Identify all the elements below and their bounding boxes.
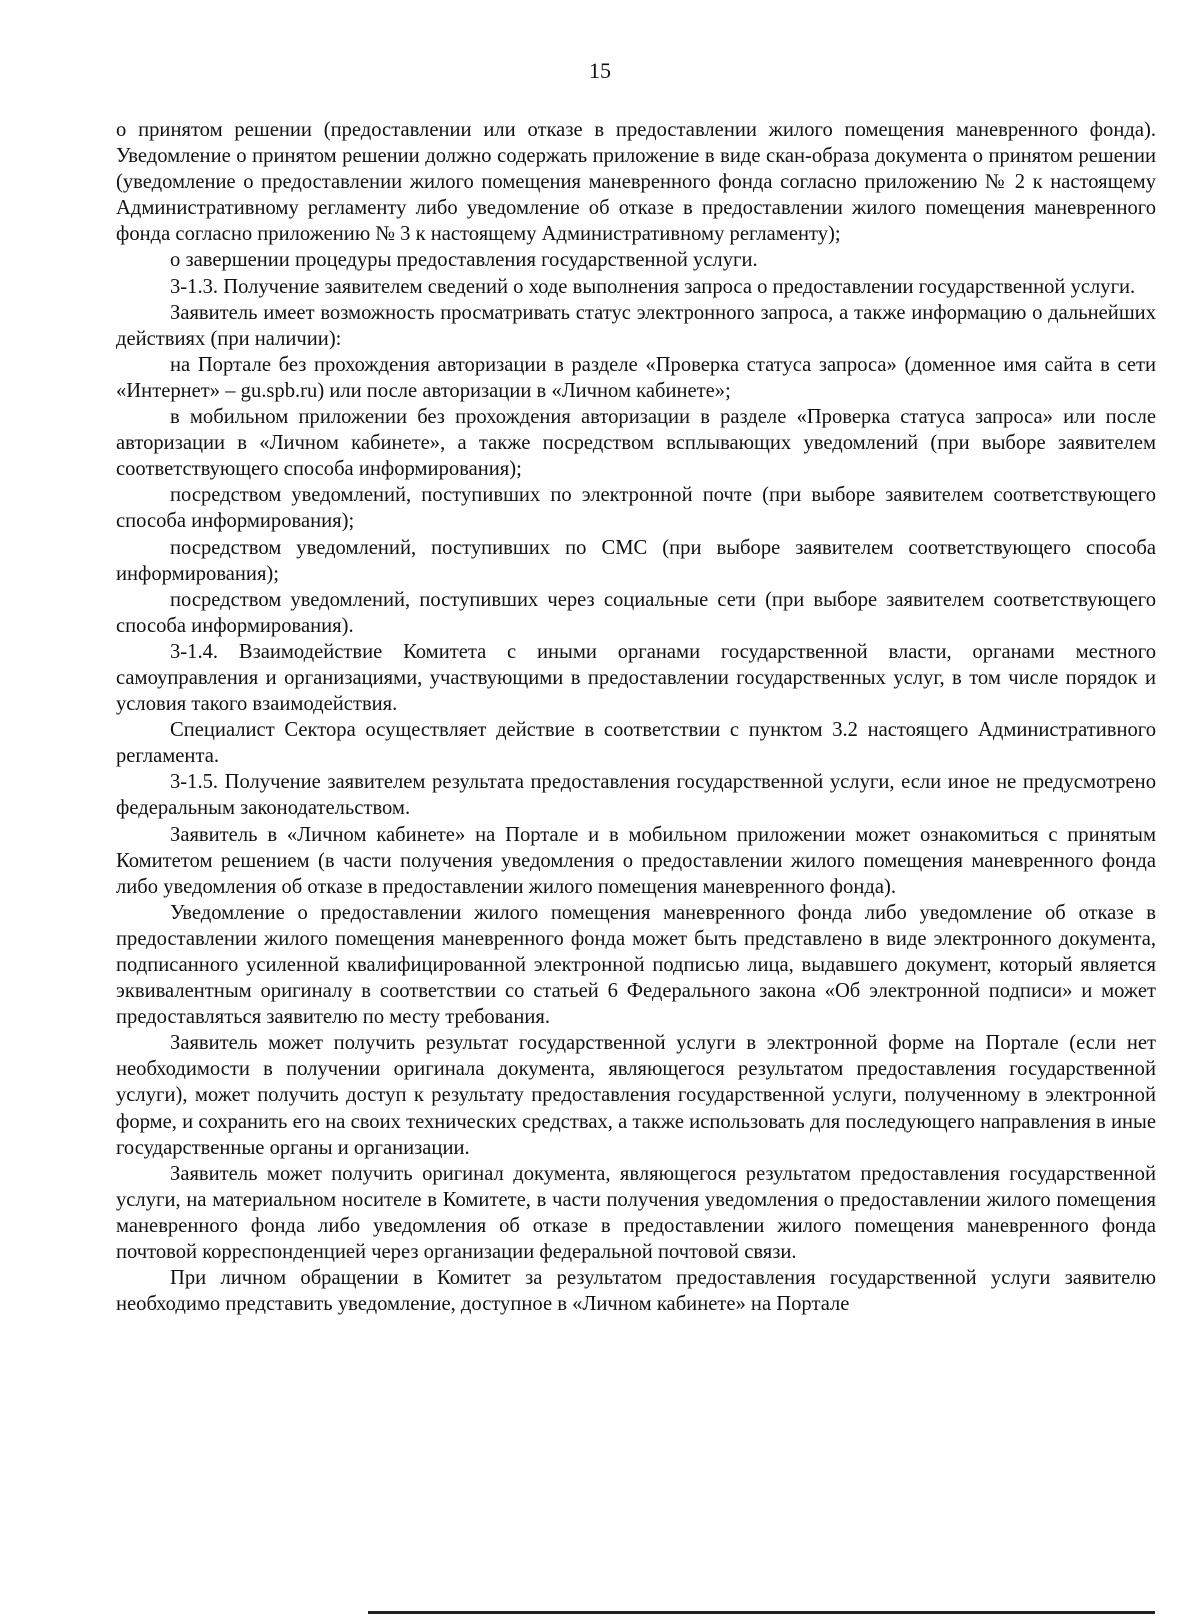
paragraph-sms-notice: посредством уведомлений, поступивших по СМС (при выборе заявителем соответствующего способа информирования); [116,536,1156,585]
bottom-divider [368,1611,1155,1614]
paragraph-original-document: Заявитель может получить оригинал документа, являющегося результатом предоставления государственной услуги, на материальном носителе в Комитете, в части получения уведомления о предоставлении жилого помещения маневренного фонда либо уведомления об отказе в предоставлении жилого помещения маневренного фонда почтовой корреспонденцией через организации федеральной почтовой связи. [116,1162,1156,1264]
paragraph-email-notice: посредством уведомлений, поступивших по электронной почте (при выборе заявителем соответствующего способа информирования); [116,484,1156,533]
paragraph-section-3-1-3: 3-1.3. Получение заявителем сведений о ходе выполнения запроса о предоставлении государственной услуги. [170,275,1136,298]
paragraph-completion-notice: о завершении процедуры предоставления государственной услуги. [170,249,758,272]
document-body [116,117,1156,1317]
paragraph-section-3-1-4: 3-1.4. Взаимодействие Комитета с иными органами государственной власти, органами местного самоуправления и организациями, участвующими в предоставлении государственных услуг, в том числе порядок и условия такого взаимодействия. [116,640,1156,716]
paragraph-mobile-status: в мобильном приложении без прохождения авторизации в разделе «Проверка статуса запроса» или после авторизации в «Личном кабинете», а также посредством всплывающих уведомлений (при выборе заявителем соответствующего способа информирования); [116,406,1156,481]
paragraph-portal-status: на Портале без прохождения авторизации в разделе «Проверка статуса запроса» (доменное имя сайта в сети «Интернет» – gu.spb.ru) или после авторизации в «Личном кабинете»; [116,353,1156,402]
paragraph-specialist-action: Специалист Сектора осуществляет действие в соответствии с пунктом 3.2 настоящего Административного регламента. [116,719,1156,768]
paragraph-section-3-1-5: 3-1.5. Получение заявителем результата предоставления государственной услуги, если иное не предусмотрено федеральным законодательством. [116,771,1156,820]
paragraph-social-notice: посредством уведомлений, поступивших через социальные сети (при выборе заявителем соответствующего способа информирования). [116,588,1156,637]
page-number: 15 [589,58,611,83]
paragraph-personal-visit: При личном обращении в Комитет за результатом предоставления государственной услуги заявителю необходимо представить уведомление, доступное в «Личном кабинете» на Портале [116,1267,1156,1316]
paragraph-status-view: Заявитель имеет возможность просматривать статус электронного запроса, а также информацию о дальнейших действиях (при наличии): [116,301,1156,350]
paragraph-electronic-document: Уведомление о предоставлении жилого помещения маневренного фонда либо уведомление об отказе в предоставлении жилого помещения маневренного фонда может быть представлено в виде электронного документа, подписанного усиленной квалифицированной электронной подписью лица, выдавшего документ, который является эквивалентным оригиналу в соответствии со статьей 6 Федерального закона «Об электронной подписи» и может предоставляться заявителю по месту требования. [116,901,1156,1029]
paragraph-decision-notice: о принятом решении (предоставлении или отказе в предоставлении жилого помещения маневренного фонда). Уведомление о принятом решении должно содержать приложение в виде скан-образа документа о принятом решении (уведомление о предоставлении жилого помещения маневренного фонда согласно приложению № 2 к настоящему Административному регламенту либо уведомление об отказе в предоставлении жилого помещения маневренного фонда согласно приложению № 3 к настоящему Административному регламенту); [116,119,1156,246]
paragraph-personal-cabinet: Заявитель в «Личном кабинете» на Портале и в мобильном приложении может ознакомиться с принятым Комитетом решением (в части получения уведомления о предоставлении жилого помещения маневренного фонда либо уведомления об отказе в предоставлении жилого помещения маневренного фонда). [116,823,1156,898]
paragraph-electronic-result: Заявитель может получить результат государственной услуги в электронной форме на Портале (если нет необходимости в получении оригинала документа, являющегося результатом предоставления государственной услуги), может получить доступ к результату предоставления государственной услуги, полученному в электронной форме, и сохранить его на своих технических средствах, а также использовать для последующего направления в иные государственные органы и организации. [116,1032,1156,1159]
